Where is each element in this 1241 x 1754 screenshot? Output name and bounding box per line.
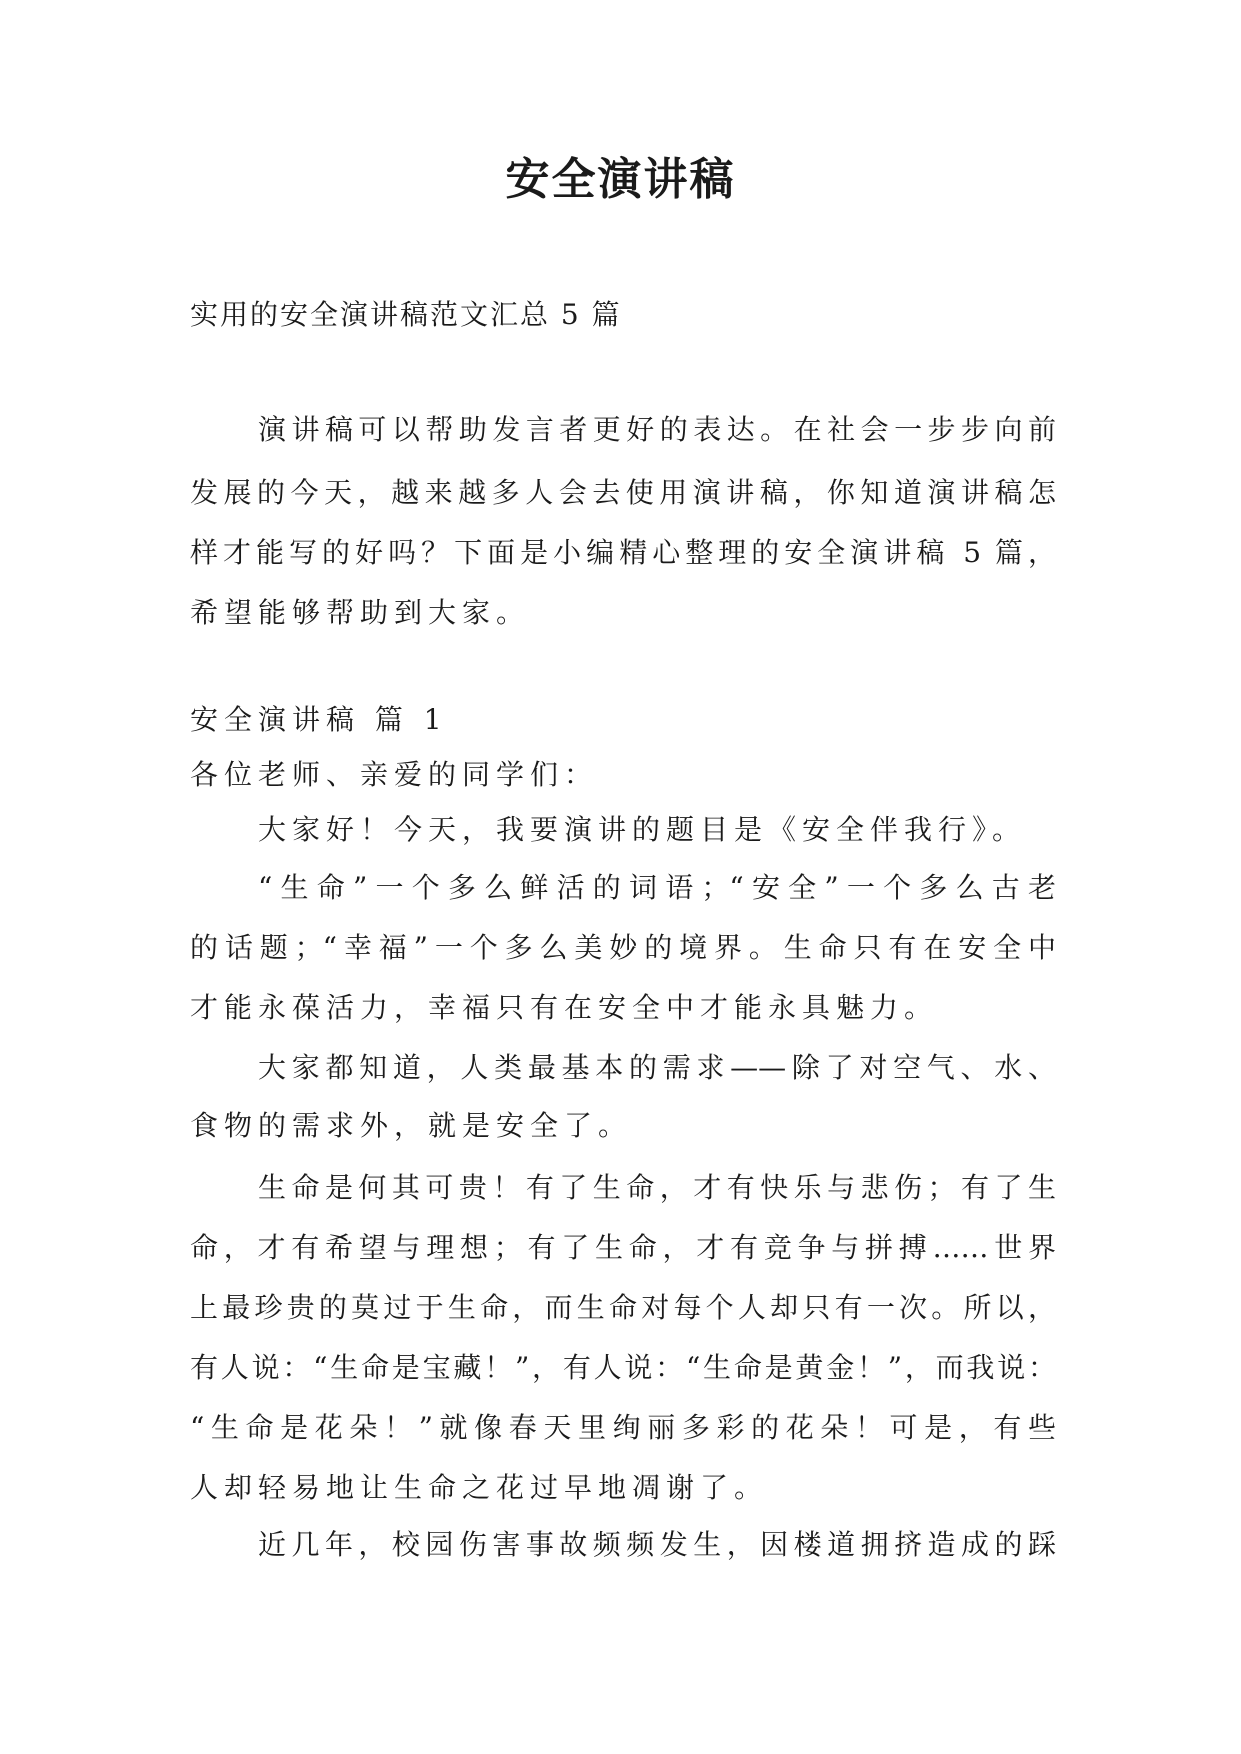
body-line: 大家都知道，人类最基本的需求——除了对空气、水、 <box>258 1051 1056 1084</box>
intro-line: 希望能够帮助到大家。 <box>190 596 531 629</box>
body-line: 大家好！今天，我要演讲的题目是《安全伴我行》。 <box>258 813 1027 846</box>
body-line: 有人说：“生命是宝藏！”，有人说：“生命是黄金！”，而我说： <box>190 1351 1056 1384</box>
body-line: “生命是花朵！”就像春天里绚丽多彩的花朵！可是，有些 <box>190 1411 1056 1444</box>
document-title: 安全演讲稿 <box>505 154 736 205</box>
body-line: 近几年，校园伤害事故频频发生，因楼道拥挤造成的踩 <box>258 1528 1056 1561</box>
document-subtitle: 实用的安全演讲稿范文汇总 5 篇 <box>190 298 622 331</box>
intro-line: 样才能写的好吗？下面是小编精心整理的安全演讲稿 5 篇， <box>190 536 1056 569</box>
intro-line: 发展的今天，越来越多人会去使用演讲稿，你知道演讲稿怎 <box>190 476 1056 509</box>
body-line: 上最珍贵的莫过于生命，而生命对每个人却只有一次。所以， <box>190 1291 1056 1324</box>
section-heading: 安全演讲稿 篇 1 <box>190 703 448 736</box>
body-line: 人却轻易地让生命之花过早地凋谢了。 <box>190 1471 769 1504</box>
body-line: 的话题；“幸福”一个多么美妙的境界。生命只有在安全中 <box>190 931 1056 964</box>
intro-line: 演讲稿可以帮助发言者更好的表达。在社会一步步向前 <box>258 413 1056 446</box>
body-line: 生命是何其可贵！有了生命，才有快乐与悲伤；有了生 <box>258 1171 1056 1204</box>
body-line: 命，才有希望与理想；有了生命，才有竞争与拼搏……世界 <box>190 1231 1056 1264</box>
body-line: 才能永葆活力，幸福只有在安全中才能永具魅力。 <box>190 991 939 1024</box>
greeting-line: 各位老师、亲爱的同学们： <box>190 758 599 791</box>
body-line: 食物的需求外，就是安全了。 <box>190 1109 633 1142</box>
body-line: “生命”一个多么鲜活的词语；“安全”一个多么古老 <box>258 871 1056 904</box>
